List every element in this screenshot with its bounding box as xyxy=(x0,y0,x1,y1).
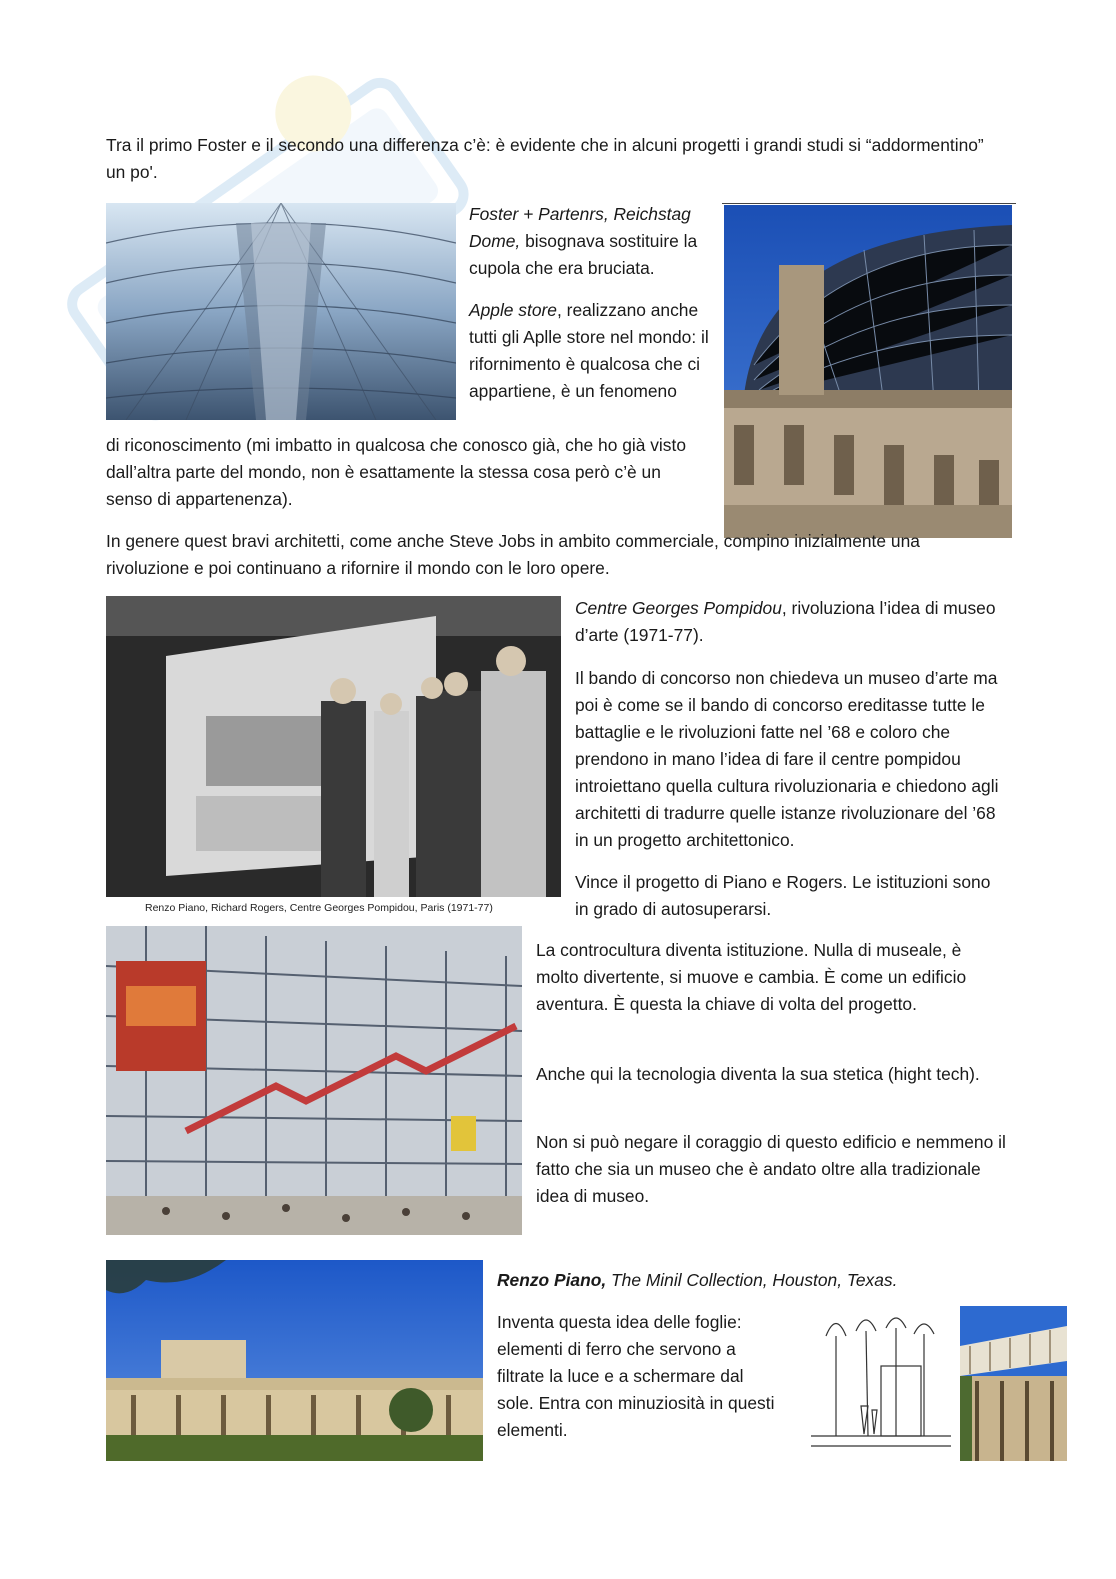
intro-paragraph: Tra il primo Foster e il secondo una differenza c’è: è evidente che in alcuni progetti i grandi studi si “addormentino” un po'. xyxy=(106,135,984,182)
foster-title: Foster + Partenrs, Reichstag Dome, xyxy=(469,204,691,251)
apple-paragraph xyxy=(469,297,709,405)
recognition-paragraph: di riconoscimento (mi imbatto in qualcosa che conosco già, che ho già visto dall’altra parte del mondo, non è esattamente la stessa cosa però c’è un senso di appartenenza). xyxy=(106,435,686,509)
pompidou-paragraph-2: Vince il progetto di Piano e Rogers. Le istituzioni sono in grado di autosuperarsi. xyxy=(575,872,991,919)
menil-paragraph: Inventa questa idea delle foglie: elementi di ferro che servono a filtrate la luce e a schermare dal sole. Entra con minuziosità in questi elementi. xyxy=(497,1312,775,1440)
pompidou-architects-photo xyxy=(106,596,561,897)
pompidou-photo-caption: Renzo Piano, Richard Rogers, Centre Georges Pompidou, Paris (1971-77) xyxy=(145,902,493,914)
pompidou-paragraph-4: Anche qui la tecnologia diventa la sua stetica (hight tech). xyxy=(536,1064,980,1084)
leaf-sketch-drawing xyxy=(806,1306,954,1456)
reichstag-dome-photo xyxy=(724,205,1012,538)
foster-description: bisognava sostituire la cupola che era bruciata. xyxy=(469,231,698,278)
pompidou-paragraph-1: Il bando di concorso non chiedeva un museo d’arte ma poi è come se il bando di concorso ereditasse tutte le battaglie e le rivoluzioni fatte nel ’68 e coloro che prendono in mano l’idea di fare il centre pompidou introiettano quella cultura rivoluzionaria e chiedono agli architetti di tradurre quelle istanze rivoluzionare del ’68 in un progetto architettonico. xyxy=(575,668,999,850)
pompidou-paragraph-3: La controcultura diventa istituzione. Nulla di museale, è molto divertente, si muove e cambia. È come un edificio aventura. È questa la chiave di volta del progetto. xyxy=(536,940,967,1014)
apple-text: , realizzano anche tutti gli Aplle store nel mondo: il rifornimento è qualcosa che ci appartiene, è un fenomeno xyxy=(469,300,709,401)
menil-detail-photo xyxy=(960,1306,1067,1461)
pompidou-title-rest: , rivoluziona l’idea di museo d’arte (1971-77). xyxy=(575,598,996,645)
pompidou-paragraph-5: Non si può negare il coraggio di questo edificio e nemmeno il fatto che sia un museo che è andato oltre alla tradizionale idea di museo. xyxy=(536,1132,1006,1206)
foster-paragraph xyxy=(469,201,709,282)
menil-title: The Minil Collection, Houston, Texas. xyxy=(606,1270,898,1290)
apple-title: Apple store xyxy=(469,300,557,320)
menil-title-paragraph xyxy=(497,1267,967,1294)
menil-author: Renzo Piano, xyxy=(497,1270,607,1290)
pompidou-building-photo xyxy=(106,926,522,1235)
pompidou-title-paragraph xyxy=(575,595,1005,649)
pompidou-title: Centre Georges Pompidou xyxy=(575,598,782,618)
menil-collection-photo xyxy=(106,1260,483,1461)
photo-top-rule xyxy=(722,203,1016,204)
reichstag-interior-photo xyxy=(106,203,456,420)
general-paragraph: In genere quest bravi architetti, come anche Steve Jobs in ambito commerciale, compino inizialmente una rivoluzione e poi continuano a rifornire il mondo con le loro opere. xyxy=(106,531,920,578)
